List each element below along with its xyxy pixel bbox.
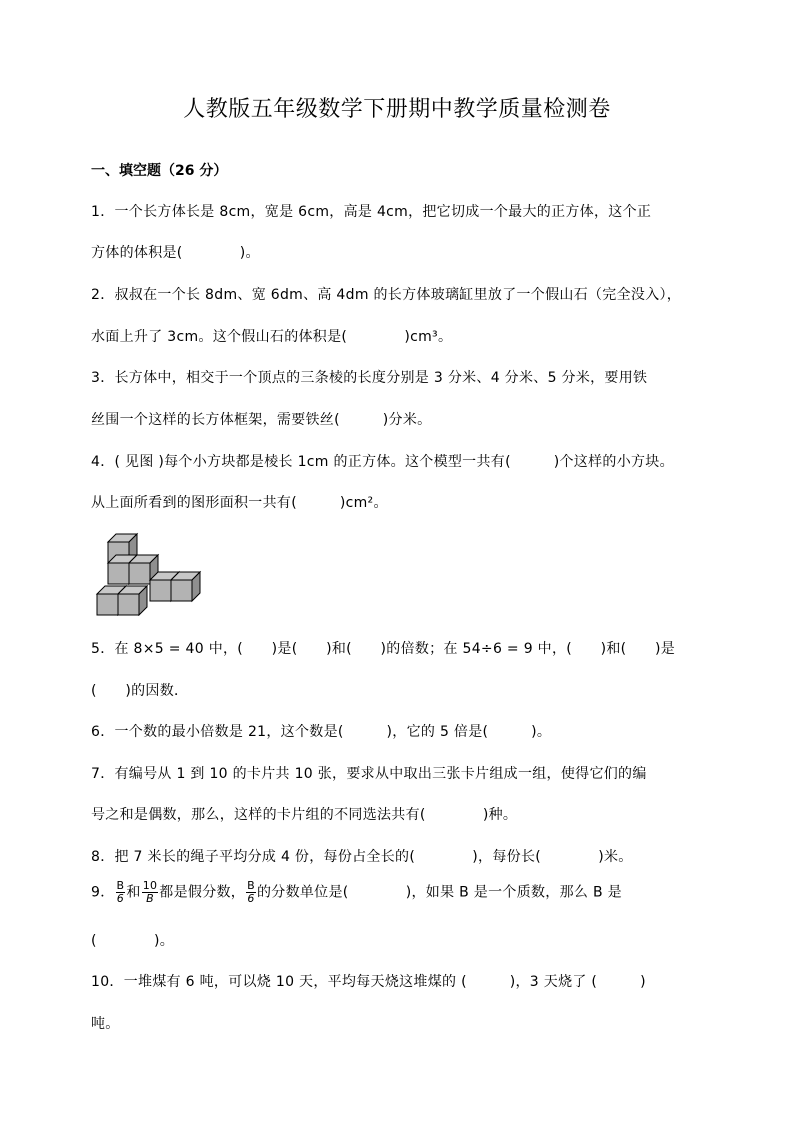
cube-face	[108, 563, 129, 584]
question-7-line-1: 7．有编号从 1 到 10 的卡片共 10 张，要求从中取出三张卡片组成一组，使得它们的编	[91, 766, 647, 782]
question-2-line-2: 水面上升了 3cm。这个假山石的体积是( )cm³。	[91, 329, 453, 345]
fraction-b-over-6: $\frac{B}{6}$	[116, 879, 125, 905]
cube-face	[150, 580, 171, 601]
question-4-line-1: 4．( 见图 )每个小方块都是棱长 1cm 的正方体。这个模型一共有( )个这样的小方块。	[91, 454, 674, 470]
cube-face	[129, 563, 150, 584]
fraction-b-over-6-second: $\frac{B}{6}$	[247, 879, 255, 905]
page-title: 人教版五年级数学下册期中教学质量检测卷	[183, 97, 611, 122]
question-5-line-2: ( )的因数．	[91, 683, 189, 699]
section-heading-fill-in: 一、填空题（26 分）	[91, 163, 228, 179]
question-3-line-1: 3．长方体中，相交于一个顶点的三条棱的长度分别是 3 分米、4 分米、5 分米，要用铁	[91, 370, 648, 386]
question-9-line-2: ( )。	[91, 933, 175, 949]
fraction-10-over-b: $\frac{10}{B}$	[142, 879, 158, 905]
question-10-line-1: 10．一堆煤有 6 吨，可以烧 10 天，平均每天烧这堆煤的 ( )，3 天烧了 ( )	[91, 974, 646, 990]
cube-model-figure	[92, 524, 204, 616]
question-1-line-2: 方体的体积是( )。	[91, 245, 260, 261]
cube-face	[97, 594, 118, 615]
question-10-line-2: 吨。	[91, 1016, 120, 1032]
question-7-line-2: 号之和是偶数，那么，这样的卡片组的不同选法共有( )种。	[91, 807, 518, 823]
cube-face	[171, 580, 192, 601]
question-2-line-1: 2．叔叔在一个长 8dm、宽 6dm、高 4dm 的长方体玻璃缸里放了一个假山石（完全没入），	[91, 287, 682, 303]
question-5-line-1: 5．在 8×5 = 40 中，( )是( )和( )的倍数；在 54÷6 = 9 中，( )和( )是	[91, 641, 676, 657]
question-9-prefix: 9．	[91, 884, 115, 901]
question-3-line-2: 丝围一个这样的长方体框架，需要铁丝( )分米。	[91, 412, 432, 428]
cube-face	[118, 594, 139, 615]
question-1-line-1: 1．一个长方体长是 8cm，宽是 6cm，高是 4cm，把它切成一个最大的正方体，这个正	[91, 204, 652, 220]
question-6-line-1: 6．一个数的最小倍数是 21，这个数是( )，它的 5 倍是( )。	[91, 724, 552, 740]
question-9-line-1: 9． $\frac{B}{6}$ 和 $\frac{10}{B}$ 都是假分数， $\frac{B}{6}$ 的分数单位是( )，如果 B 是一个质数，那么 B 是	[91, 879, 622, 905]
question-8-line-1: 8．把 7 米长的绳子平均分成 4 份，每份占全长的( )，每份长( )米。	[91, 849, 633, 865]
question-4-line-2: 从上面所看到的图形面积一共有( )cm²。	[91, 495, 388, 511]
